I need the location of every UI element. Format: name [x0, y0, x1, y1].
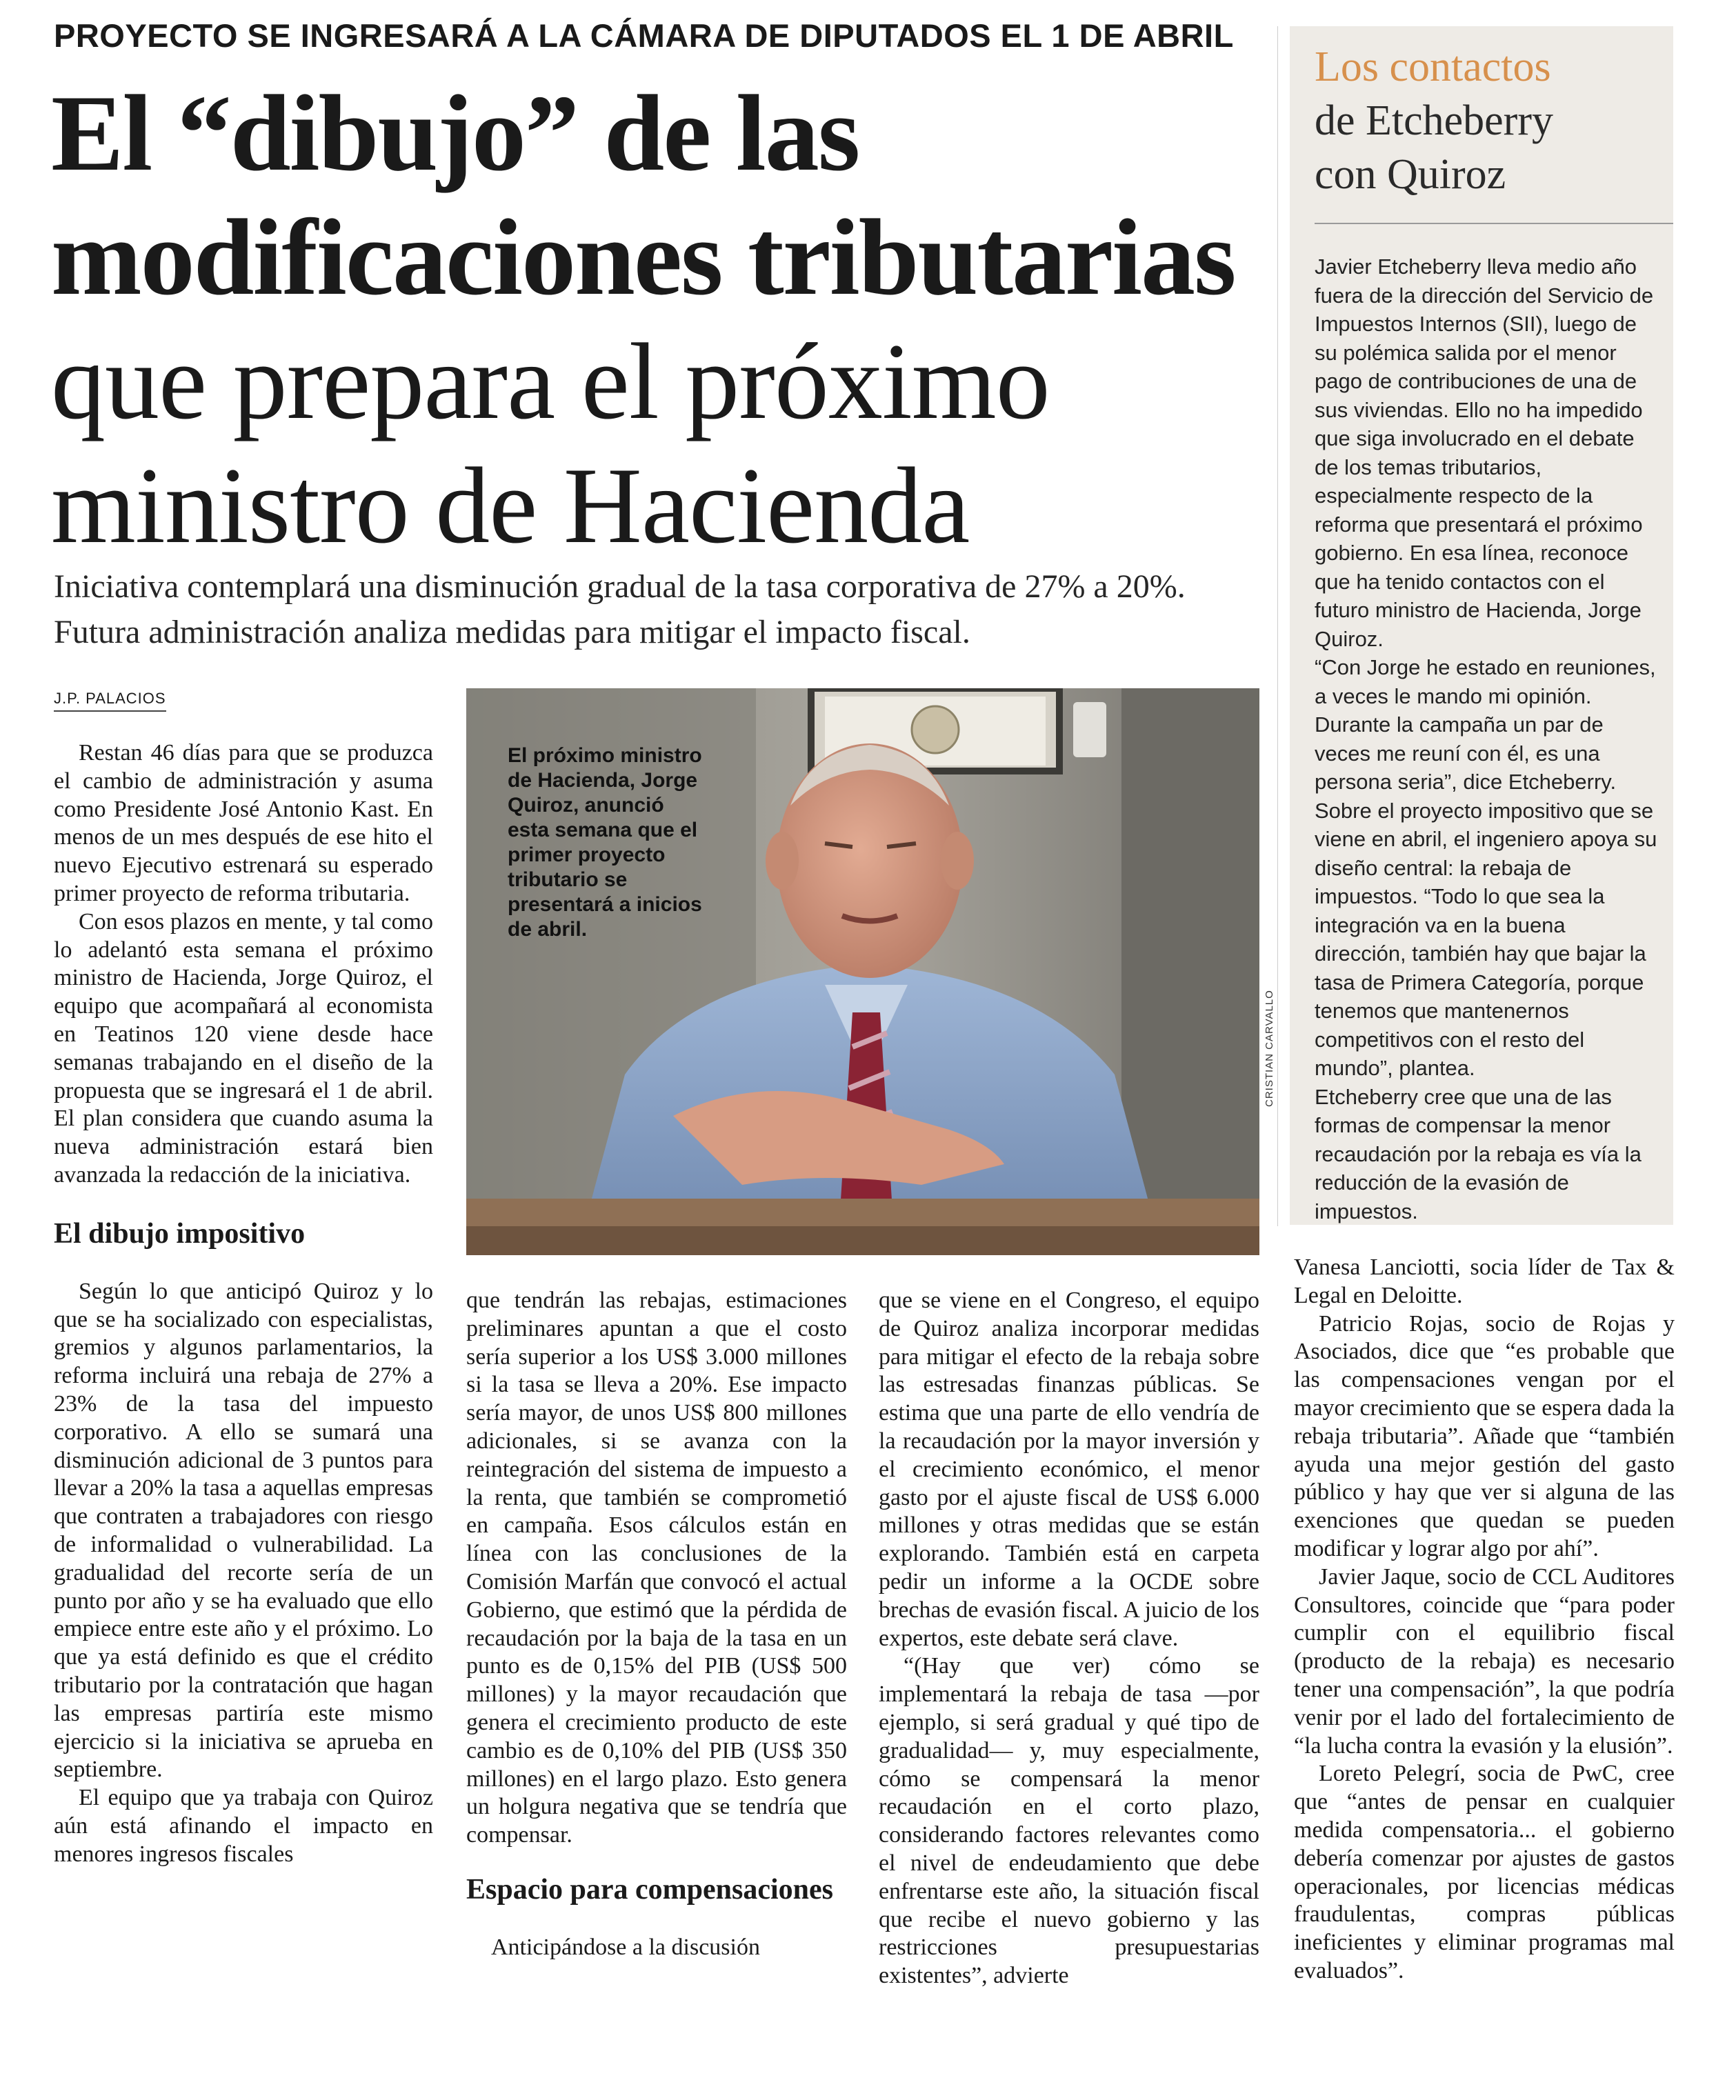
photo-credit: CRISTIAN CARVALLO — [1264, 990, 1275, 1107]
column-divider — [1277, 26, 1278, 1226]
sidebar-paragraph: Etcheberry cree que una de las formas de compensar la menor recaudación por la rebaja es vía la reducción de la evasión de impuestos. — [1315, 1084, 1642, 1223]
sidebar-divider — [1315, 223, 1673, 224]
paragraph: “(Hay que ver) cómo se implementará la rebaja de tasa —por ejemplo, si será gradual y qué tipo de gradualidad— y, muy especialmente, cómo se compensará la menor recaudación en el corto plazo, considerando factores relevantes como el nivel de endeudamiento que debe enfrentarse este año, la situación fiscal que recibe el nuevo gobierno y las restricciones presupuestarias existentes”, advierte — [879, 1653, 1259, 1989]
headline-line-2: modificaciones tributarias — [51, 197, 1235, 318]
paragraph: Javier Jaque, socio de CCL Auditores Consultores, coincide que “para poder cumplir con el equilibrio fiscal (producto de la rebaja) es necesario tener una compensación”, la que podría venir por el lado del fortalecimiento de “la lucha contra la evasión y la elusión”. — [1294, 1563, 1675, 1759]
kicker: PROYECTO SE INGRESARÁ A LA CÁMARA DE DIPUTADOS EL 1 DE ABRIL — [54, 17, 1234, 54]
sidebar-paragraph: Sobre el proyecto impositivo que se viene en abril, el ingeniero apoya su diseño central: la rebaja de impuestos. “Todo lo que sea la integración va en la buena dirección, también hay que bajar la tasa de Primera Categoría, porque tenemos que mantenernos competitivos con el resto del mundo”, plantea. — [1315, 798, 1657, 1080]
sidebar-paragraph: Javier Etcheberry lleva medio año fuera de la dirección del Servicio de Impuestos Internos (SII), luego de su polémica salida por el menor pago de contribuciones de una de sus viviendas. Ello no ha impedido que siga involucrado en el debate de los temas tributarios, especialmente respecto de la reforma que presentará el próximo gobierno. En esa línea, reconoce que ha tenido contactos con el futuro ministro de Hacienda, Jorge Quiroz. — [1315, 254, 1654, 651]
article-column-2 — [466, 1287, 847, 1962]
headline-line-4: ministro de Hacienda — [51, 446, 970, 566]
deck: Iniciativa contemplará una disminución gradual de la tasa corporativa de 27% a 20%. Futura administración analiza medidas para mitigar el impacto fiscal. — [54, 568, 1186, 650]
subheading: El dibujo impositivo — [54, 1217, 306, 1250]
paragraph: Según lo que anticipó Quiroz y lo que se ha socializado con especialistas, gremios y algunos parlamentarios, la reforma incluirá una rebaja de 27% a 23% de la tasa del impuesto corporativo. A ello se sumará una disminución adicional de 3 puntos para llevar a 20% la tasa a aquellas empresas que contraten a trabajadores con riesgo de informalidad o vulnerabilidad. La gradualidad del recorte sería de un punto por año y se ha evaluado que ello empiece entre este año y el próximo. Lo que ya está definido es que el crédito tributario por la contratación que hagan las empresas partiría este mismo ejercicio si la iniciativa se aprueba en septiembre. — [54, 1278, 433, 1783]
headline — [51, 72, 1265, 568]
article-photo — [466, 688, 1259, 1255]
sidebar-title-accent: Los contactos — [1315, 43, 1551, 90]
paragraph: Loreto Pelegrí, socia de PwC, cree que “antes de pensar en cualquier medida compensatoria... el gobierno debería comenzar por ajustes de gastos operacionales, por licencias médicas fraudulentas, compras públicas ineficientes y eliminar programas mal evaluados”. — [1294, 1761, 1675, 1983]
sidebar-paragraph: “Con Jorge he estado en reuniones, a veces le mando mi opinión. Durante la campaña un par de veces me reuní con él, es una persona seria”, dice Etcheberry. — [1315, 655, 1656, 794]
sidebar-box — [1290, 26, 1673, 1225]
paragraph: Anticipándose a la discusión — [491, 1934, 760, 1960]
article-column-1 — [54, 739, 433, 1868]
photo-caption: El próximo ministro de Hacienda, Jorge Quiroz, anunció esta semana que el primer proyecto tributario se presentará a inicios de abril. — [508, 744, 702, 941]
paragraph: El equipo que ya trabaja con Quiroz aún está afinando el impacto en menores ingresos fiscales — [54, 1785, 433, 1867]
paragraph: Con esos plazos en mente, y tal como lo adelantó esta semana el próximo ministro de Hacienda, Jorge Quiroz, el equipo que acompañará al economista en Teatinos 120 viene desde hace semanas trabajando en el diseño de la propuesta que se ingresará el 1 de abril. El plan considera que cuando asuma la nueva administración estará bien avanzada la redacción de la iniciativa. — [54, 908, 433, 1188]
headline-line-3: que prepara el próximo — [51, 321, 1050, 442]
headline-line-1: El “dibujo” de las — [51, 73, 859, 194]
sidebar-title-line: con Quiroz — [1315, 151, 1506, 198]
sidebar-title-line: de Etcheberry — [1315, 97, 1553, 144]
paragraph: que tendrán las rebajas, estimaciones preliminares apuntan a que el costo sería superior a los US$ 3.000 millones si la tasa se lleva a 20%. Ese impacto sería mayor, de unos US$ 800 millones adicionales, si se avanza con la reintegración del sistema de impuesto a la renta, que también se comprometió en campaña. Esos cálculos están en línea con las conclusiones de la Comisión Marfán que convocó el actual Gobierno, que estimó que la pérdida de recaudación por la baja de la tasa en un punto es de 0,15% del PIB (US$ 500 millones) y la mayor recaudación que genera el crecimiento producto de este cambio es de 0,10% del PIB (US$ 350 millones) en el largo plazo. Esto genera un holgura negativa que se tendría que compensar. — [466, 1288, 847, 1848]
sidebar-body — [1315, 252, 1659, 1226]
article-column-4 — [1294, 1254, 1675, 1986]
byline: J.P. PALACIOS — [54, 690, 166, 712]
paragraph: Vanesa Lanciotti, socia líder de Tax & Legal en Deloitte. — [1294, 1254, 1675, 1308]
article-column-3 — [879, 1287, 1259, 1990]
subheading: Espacio para compensaciones — [466, 1873, 834, 1906]
paragraph: que se viene en el Congreso, el equipo de Quiroz analiza incorporar medidas para mitigar el efecto de la rebaja sobre las estresadas finanzas públicas. Se estima que una parte de ello vendría de la recaudación por la mayor inversión y el crecimiento económico, el menor gasto por el ajuste fiscal de US$ 6.000 millones y otras medidas que se están explorando. También está en carpeta pedir un informe a la OCDE sobre brechas de evasión fiscal. A juicio de los expertos, este debate será clave. — [879, 1288, 1259, 1651]
paragraph: Patricio Rojas, socio de Rojas y Asociados, dice que “es probable que las compensaciones vengan por el mayor crecimiento que se espera dada la rebaja tributaria”. Añade que “también ayuda una mejor gestión del gasto público y hay que ver si alguna de las exenciones que quedan se pueden modificar y lograr algo por ahí”. — [1294, 1310, 1675, 1561]
paragraph: Restan 46 días para que se produzca el cambio de administración y asuma como Presidente José Antonio Kast. En menos de un mes después de ese hito el nuevo Ejecutivo estrenará su esperado primer proyecto de reforma tributaria. — [54, 740, 433, 906]
sidebar-title — [1315, 40, 1666, 201]
